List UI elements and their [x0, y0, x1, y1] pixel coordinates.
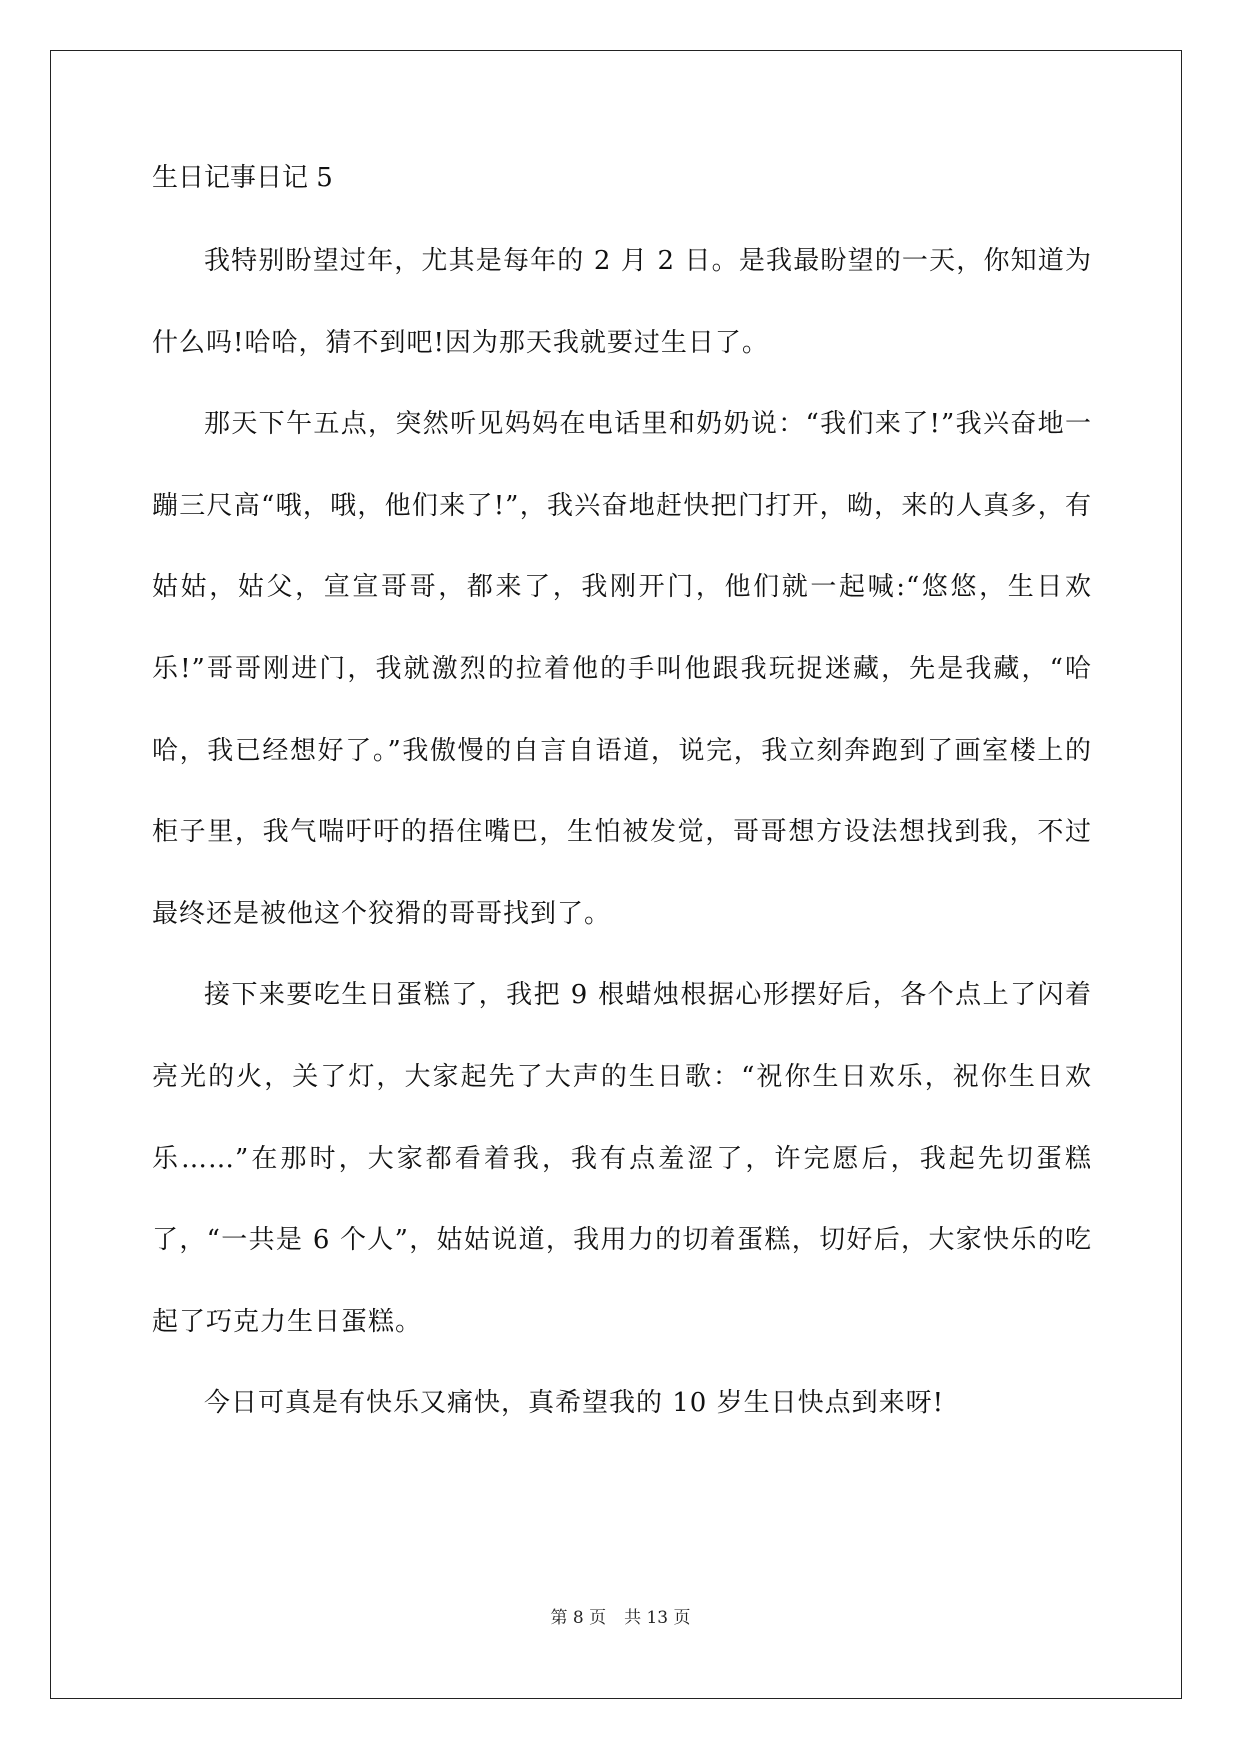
paragraph-1: 我特别盼望过年，尤其是每年的 2 月 2 日。是我最盼望的一天，你知道为什么吗!哈哈，猜不到吧!因为那天我就要过生日了。: [152, 246, 1092, 358]
page-number: 第 8 页: [550, 1608, 607, 1628]
document-body: [152, 158, 1092, 1445]
paragraph-4: 今日可真是有快乐又痛快，真希望我的 10 岁生日快点到来呀!: [204, 1388, 945, 1419]
paragraph-3: 接下来要吃生日蛋糕了，我把 9 根蜡烛根据心形摆好后，各个点上了闪着亮光的火，关了灯，大家起先了大声的生日歌：“祝你生日欢乐，祝你生日欢乐……”在那时，大家都看着我，我有点羞涩了，许完愿后，我起先切蛋糕了，“一共是 6 个人”，姑姑说道，我用力的切着蛋糕，切好后，大家快乐的吃起了巧克力生日蛋糕。: [152, 980, 1092, 1337]
paragraph-2: 那天下午五点，突然听见妈妈在电话里和奶奶说：“我们来了!”我兴奋地一蹦三尺高“哦，哦，他们来了!”，我兴奋地赶快把门打开，呦，来的人真多，有姑姑，姑父，宣宣哥哥，都来了，我刚开门，他们就一起喊:“悠悠，生日欢乐!”哥哥刚进门，我就激烈的拉着他的手叫他跟我玩捉迷藏，先是我藏，“哈哈，我已经想好了。”我傲慢的自言自语道，说完，我立刻奔跑到了画室楼上的柜子里，我气喘吁吁的捂住嘴巴，生怕被发觉，哥哥想方设法想找到我，不过最终还是被他这个狡猾的哥哥找到了。: [152, 409, 1092, 929]
page-footer: [0, 1606, 1241, 1630]
page-total: 共 13 页: [624, 1608, 691, 1628]
document-title: 生日记事日记 5: [152, 163, 333, 193]
